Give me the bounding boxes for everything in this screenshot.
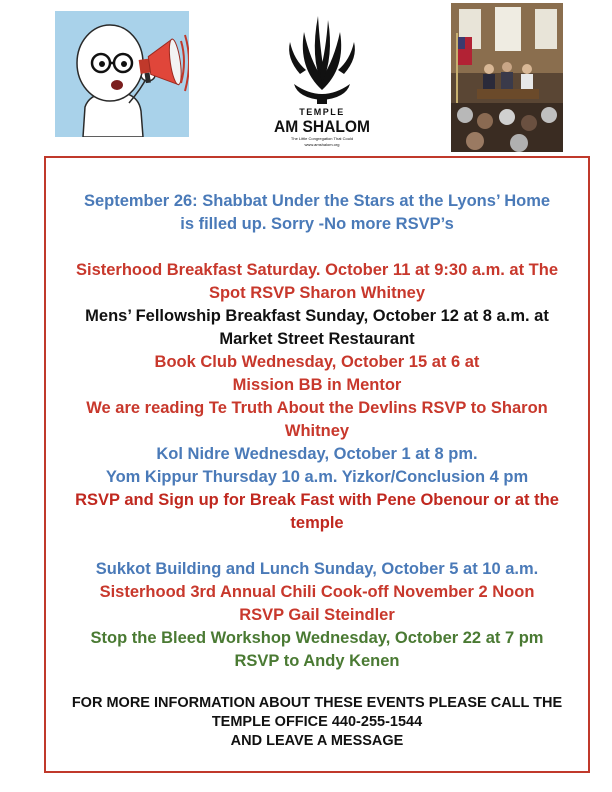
- announcement-line: Market Street Restaurant: [219, 330, 415, 348]
- announcement-line: Yom Kippur Thursday 10 a.m. Yizkor/Conclusion 4 pm: [105, 468, 529, 486]
- announcement-line: Kol Nidre Wednesday, October 1 at 8 pm.: [156, 445, 478, 463]
- announcement-line: is filled up. Sorry -No more RSVP’s: [180, 215, 454, 233]
- announcement-line: Sisterhood Breakfast Saturday. October 11 at 9:30 a.m. at The: [75, 261, 559, 279]
- temple-logo-icon: [270, 8, 374, 150]
- announcement-line: RSVP and Sign up for Break Fast with Pene Obenour or at the: [75, 491, 559, 509]
- announcement-line: RSVP to Andy Kenen: [234, 652, 400, 670]
- announcement-line: Mens’ Fellowship Breakfast Sunday, October 12 at 8 a.m. at: [85, 307, 549, 325]
- announcement-line: We are reading Te Truth About the Devlins RSVP to Sharon: [86, 399, 548, 417]
- footer-line: FOR MORE INFORMATION ABOUT THESE EVENTS PLEASE CALL THE: [71, 695, 563, 711]
- announcement-line: temple: [290, 514, 344, 532]
- announcement-line: RSVP Gail Steindler: [239, 606, 395, 624]
- announcement-line: September 26: Shabbat Under the Stars at the Lyons’ Home: [83, 192, 551, 210]
- announcement-line: Sukkot Building and Lunch Sunday, October 5 at 10 a.m.: [95, 560, 539, 578]
- synagogue-photo-icon: [451, 3, 563, 152]
- temple-logo: [270, 8, 374, 150]
- announcement-line: Whitney: [284, 422, 350, 440]
- synagogue-photo: [451, 3, 563, 152]
- megaphone-man-icon: [55, 11, 189, 137]
- announcement-line: Spot RSVP Sharon Whitney: [208, 284, 426, 302]
- announcement-line: Stop the Bleed Workshop Wednesday, October 22 at 7 pm: [90, 629, 544, 647]
- announcements-box: [44, 156, 590, 773]
- logo-name-line2: AM SHALOM: [274, 117, 370, 136]
- announcement-line: Mission BB in Mentor: [232, 376, 402, 394]
- logo-name-line1: TEMPLE: [299, 107, 345, 117]
- footer-line: AND LEAVE A MESSAGE: [230, 733, 404, 749]
- logo-website: www.amshalom.org: [304, 142, 340, 147]
- footer-line: TEMPLE OFFICE 440-255-1544: [211, 714, 423, 730]
- announcement-line: Sisterhood 3rd Annual Chili Cook-off November 2 Noon: [99, 583, 535, 601]
- logo-tagline: The Little Congregation That Could: [290, 136, 354, 141]
- announcement-line: Book Club Wednesday, October 15 at 6 at: [154, 353, 480, 371]
- megaphone-clipart: [55, 11, 189, 137]
